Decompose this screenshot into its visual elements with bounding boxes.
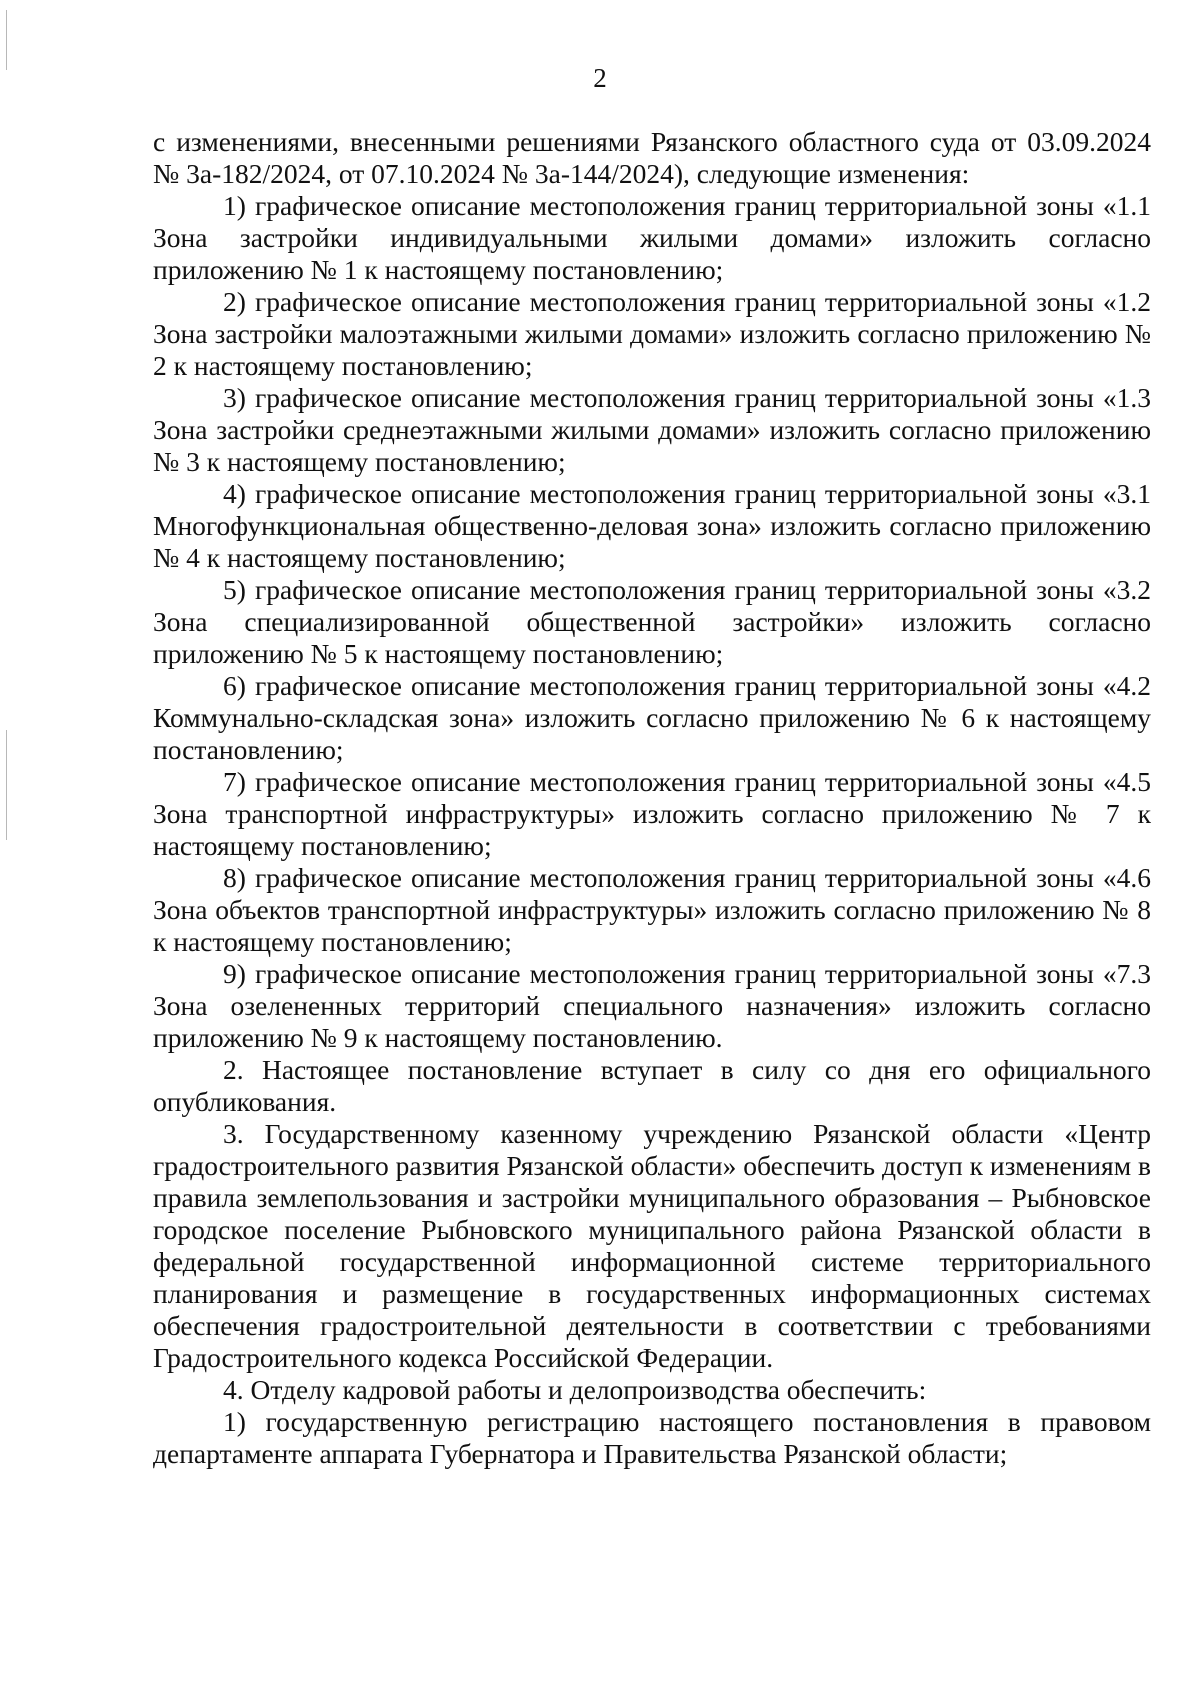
list-item-2: 2) графическое описание местоположения границ территориальной зоны «1.2 Зона застройки малоэтажными жилыми домами» изложить согласно приложению № 2 к настоящему постановлению; <box>153 286 1151 381</box>
clause-3: 3. Государственному казенному учреждению Рязанской области «Центр градостроительного развития Рязанской области» обеспечить доступ к изменениям в правила землепользования и застройки муниципального образования – Рыбновское городское поселение Рыбновского муниципального района Рязанской области в федеральной государственной информационной системе территориального планирования и размещение в государственных информационных системах обеспечения градостроительной деятельности в соответствии с требованиями Градостроительного кодекса Российской Федерации. <box>153 1118 1151 1373</box>
clause-4-item-1: 1) государственную регистрацию настоящего постановления в правовом департаменте аппарата Губернатора и Правительства Рязанской области; <box>153 1406 1151 1469</box>
list-item-1: 1) графическое описание местоположения границ территориальной зоны «1.1 Зона застройки индивидуальными жилыми домами» изложить согласно приложению № 1 к настоящему постановлению; <box>153 190 1151 285</box>
list-item-5: 5) графическое описание местоположения границ территориальной зоны «3.2 Зона специализированной общественной застройки» изложить согласно приложению № 5 к настоящему постановлению; <box>153 574 1151 669</box>
list-item-9: 9) графическое описание местоположения границ территориальной зоны «7.3 Зона озелененных территорий специального назначения» изложить согласно приложению № 9 к настоящему постановлению. <box>153 958 1151 1053</box>
paragraph-continuation: с изменениями, внесенными решениями Рязанского областного суда от 03.09.2024 № 3а-182/2024, от 07.10.2024 № 3а-144/2024), следующие изменения: <box>153 126 1151 189</box>
list-item-6: 6) графическое описание местоположения границ территориальной зоны «4.2 Коммунально-складская зона» изложить согласно приложению № 6 к настоящему постановлению; <box>153 670 1151 765</box>
document-body <box>153 126 1151 1470</box>
list-item-7: 7) графическое описание местоположения границ территориальной зоны «4.5 Зона транспортной инфраструктуры» изложить согласно приложению № 7 к настоящему постановлению; <box>153 766 1151 861</box>
list-item-3: 3) графическое описание местоположения границ территориальной зоны «1.3 Зона застройки среднеэтажными жилыми домами» изложить согласно приложению № 3 к настоящему постановлению; <box>153 382 1151 477</box>
page-number: 2 <box>593 63 607 93</box>
list-item-4: 4) графическое описание местоположения границ территориальной зоны «3.1 Многофункциональная общественно-деловая зона» изложить согласно приложению № 4 к настоящему постановлению; <box>153 478 1151 573</box>
scan-edge-mark <box>6 10 7 70</box>
clause-2: 2. Настоящее постановление вступает в силу со дня его официального опубликования. <box>153 1054 1151 1117</box>
list-item-8: 8) графическое описание местоположения границ территориальной зоны «4.6 Зона объектов транспортной инфраструктуры» изложить согласно приложению № 8 к настоящему постановлению; <box>153 862 1151 957</box>
scan-edge-mark <box>6 730 7 840</box>
clause-4: 4. Отделу кадровой работы и делопроизводства обеспечить: <box>223 1374 927 1405</box>
